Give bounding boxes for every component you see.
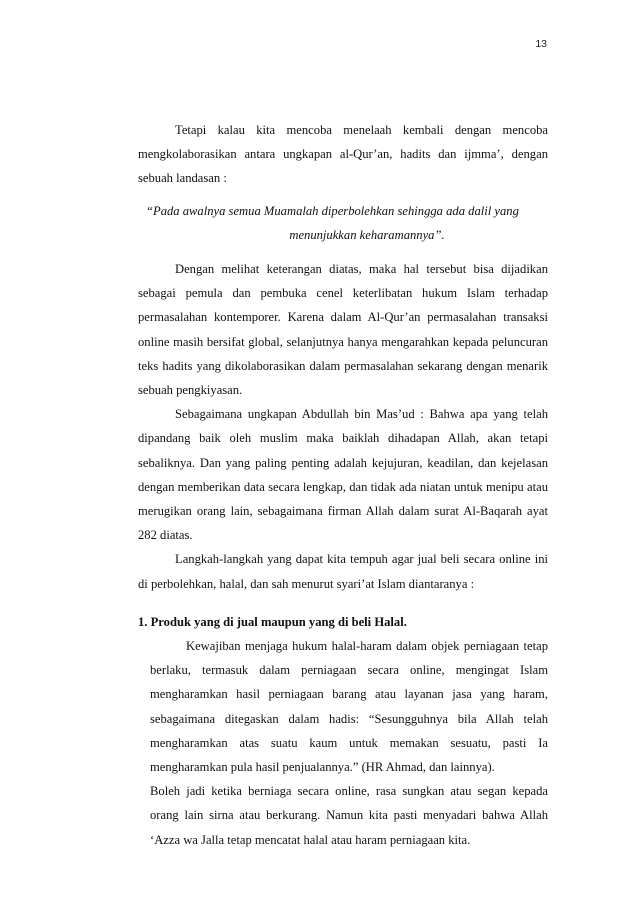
paragraph-steps-intro: Langkah-langkah yang dapat kita tempuh agar jual beli secara online ini di perbolehkan, halal, dan sah menurut syari’at Islam diantaranya : [138, 552, 548, 591]
paragraph-abdullah: Sebagaimana ungkapan Abdullah bin Mas’ud : Bahwa apa yang telah dipandang baik oleh muslim maka baiklah dihadapan Allah, akan tetapi sebaliknya. Dan yang paling penting adalah kejujuran, keadilan, dan kejelasan dengan memberikan data secara lengkap, dan tidak ada niatan untuk menipu atau merugikan orang lain, sebagaimana firman Allah dalam surat Al-Baqarah ayat 282 diatas. [138, 407, 548, 543]
quote-line-2: menunjukkan keharamannya”. [289, 227, 445, 242]
paragraph-online-trade: Boleh jadi ketika berniaga secara online, rasa sungkan atau segan kepada orang lain sirna atau berkurang. Namun kita pasti menyadari bahwa Allah ‘Azza wa Jalla tetap mencatat halal atau haram perniagaan kita. [150, 784, 548, 847]
paragraph-halal-haram: Kewajiban menjaga hukum halal-haram dalam objek perniagaan tetap berlaku, termasuk dalam perniagaan secara online, mengingat Islam mengharamkan hasil perniagaan barang atau layanan jasa yang haram, sebagaimana ditegaskan dalam hadis: “Sesungguhnya bila Allah telah mengharamkan atas suatu kaum untuk memakan sesuatu, pasti Ia mengharamkan pula hasil penjualannya.” (HR Ahmad, dan lainnya). [150, 639, 548, 775]
paragraph-intro: Tetapi kalau kita mencoba menelaah kembali dengan mencoba mengkolaborasikan antara ungkapan al-Qur’an, hadits dan ijmma’, dengan sebuah landasan : [138, 123, 548, 186]
quote-block [146, 199, 548, 247]
quote-line-1: “Pada awalnya semua Muamalah diperbolehkan sehingga ada dalil yang [146, 203, 519, 218]
section-body [138, 634, 548, 852]
document-body [138, 118, 548, 852]
paragraph-explanation: Dengan melihat keterangan diatas, maka hal tersebut bisa dijadikan sebagai pemula dan pembuka cenel keterlibatan hukum Islam terhadap permasalahan kontemporer. Karena dalam Al-Qur’an permasalahan transaksi online masih bersifat global, selanjutnya hanya mengarahkan kepada peluncuran teks hadits yang dikolaborasikan dalam permasalahan sekarang dengan menarik sebuah pengkiyasan. [138, 262, 548, 398]
page-number: 13 [535, 38, 547, 50]
section-heading: 1. Produk yang di jual maupun yang di beli Halal. [138, 614, 407, 629]
